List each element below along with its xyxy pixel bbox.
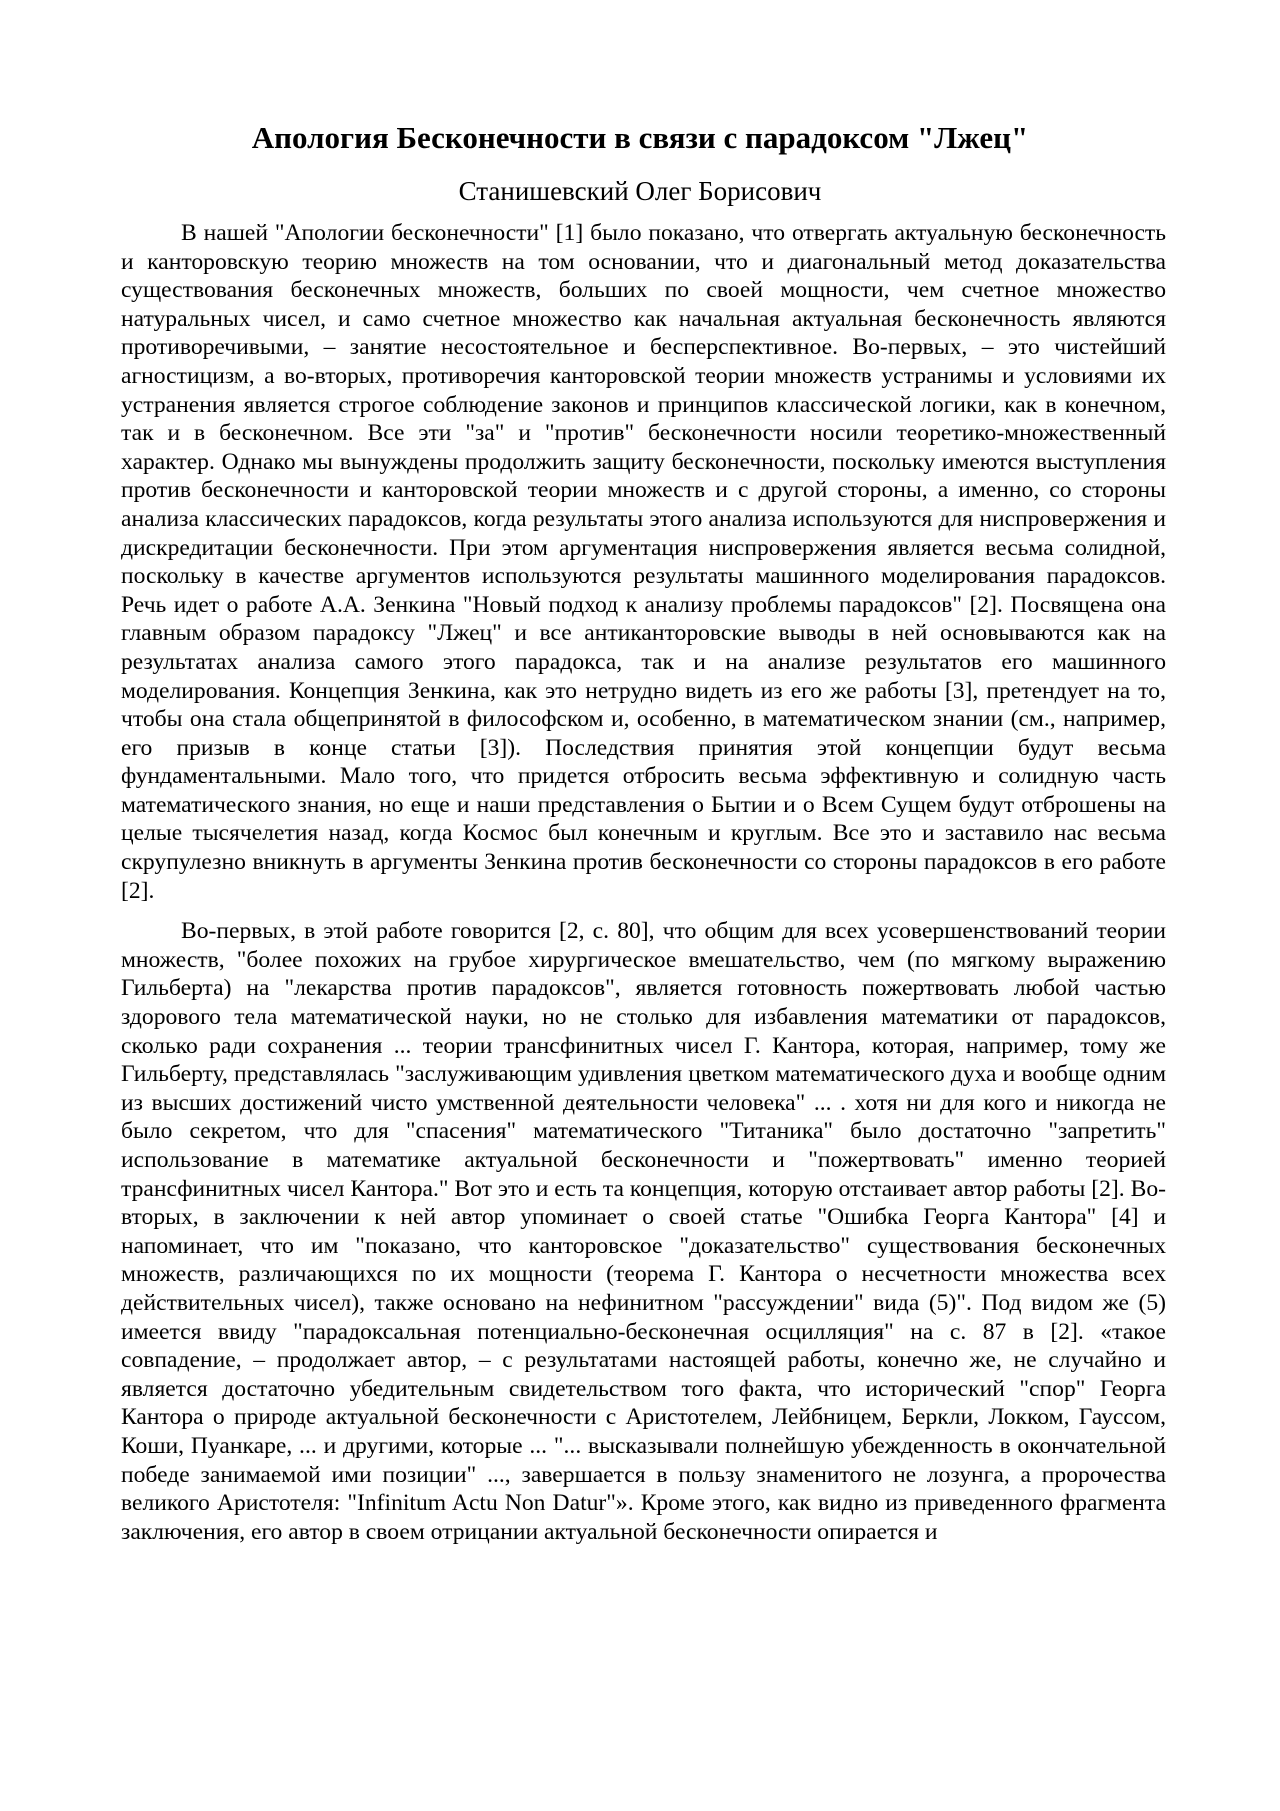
paragraph-1: В нашей "Апологии бесконечности" [1] было показано, что отвергать актуальную бесконечность и канторовскую теорию множеств на том основании, что и диагональный метод доказательства существования бесконечных множеств, больших по своей мощности, чем счетное множество натуральных чисел, и само счетное множество как начальная актуальная бесконечность являются противоречивыми, – занятие несостоятельное и бесперспективное. Во-первых, – это чистейший агностицизм, а во-вторых, противоречия канторовской теории множеств устранимы и условиями их устранения является строгое соблюдение законов и принципов классической логики, как в конечном, так и в бесконечном. Все эти "за" и "против" бесконечности носили теоретико-множественный характер. Однако мы вынуждены продолжить защиту бесконечности, поскольку имеются выступления против бесконечности и канторовской теории множеств и с другой стороны, а именно, со стороны анализа классических парадоксов, когда результаты этого анализа используются для ниспровержения и дискредитации бесконечности. При этом аргументация ниспровержения является весьма солидной, поскольку в качестве аргументов используются результаты машинного моделирования парадоксов. Речь идет о работе А.А. Зенкина "Новый подход к анализу проблемы парадоксов" [2]. Посвящена она главным образом парадоксу "Лжец" и все антиканторовские выводы в ней основываются как на результатах анализа самого этого парадокса, так и на анализе результатов его машинного моделирования. Концепция Зенкина, как это нетрудно видеть из его же работы [3], претендует на то, чтобы она стала общепринятой в философском и, особенно, в математическом знании (см., например, его призыв в конце статьи [3]). Последствия принятия этой концепции будут весьма фундаментальными. Мало того, что придется отбросить весьма эффективную и солидную часть математического знания, но еще и наши представления о Бытии и о Всем Сущем будут отброшены на целые тысячелетия назад, когда Космос был конечным и круглым. Все это и заставило нас весьма скрупулезно вникнуть в аргументы Зенкина против бесконечности со стороны парадоксов в его работе [2]. [121,220,1166,904]
document-author: Станишевский Олег Борисович [458,176,822,206]
document-body [121,219,1166,1546]
paragraph-2: Во-первых, в этой работе говорится [2, с. 80], что общим для всех усовершенствований теории множеств, "более похожих на грубое хирургическое вмешательство, чем (по мягкому выражению Гильберта) на "лекарства против парадоксов", является готовность пожертвовать любой частью здорового тела математической науки, но не столько для избавления математики от парадоксов, сколько ради сохранения ... теории трансфинитных чисел Г. Кантора, которая, например, тому же Гильберту, представлялась "заслуживающим удивления цветком математического духа и вообще одним из высших достижений чисто умственной деятельности человека" ... . хотя ни для кого и никогда не было секретом, что для "спасения" математического "Титаника" было достаточно "запретить" использование в математике актуальной бесконечности и "пожертвовать" именно теорией трансфинитных чисел Кантора." Вот это и есть та концепция, которую отстаивает автор работы [2]. Во-вторых, в заключении к ней автор упоминает о своей статье "Ошибка Георга Кантора" [4] и напоминает, что им "показано, что канторовское "доказательство" существования бесконечных множеств, различающихся по их мощности (теорема Г. Кантора о несчетности множества всех действительных чисел), также основано на нефинитном "рассуждении" вида (5)". Под видом же (5) имеется ввиду "парадоксальная потенциально-бесконечная осцилляция" на с. 87 в [2]. «такое совпадение, – продолжает автор, – с результатами настоящей работы, конечно же, не случайно и является достаточно убедительным свидетельством того факта, что исторический "спор" Георга Кантора о природе актуальной бесконечности с Аристотелем, Лейбницем, Беркли, Локком, Гауссом, Коши, Пуанкаре, ... и другими, которые ... "... высказывали полнейшую убежденность в окончательной победе занимаемой ими позиции" ..., завершается в пользу знаменитого не лозунга, а пророчества великого Аристотеля: "Infinitum Actu Non Datur"». Кроме этого, как видно из приведенного фрагмента заключения, его автор в своем отрицании актуальной бесконечности опирается и [121,918,1166,1545]
document-title: Апология Бесконечности в связи с парадоксом "Лжец" [251,120,1029,155]
